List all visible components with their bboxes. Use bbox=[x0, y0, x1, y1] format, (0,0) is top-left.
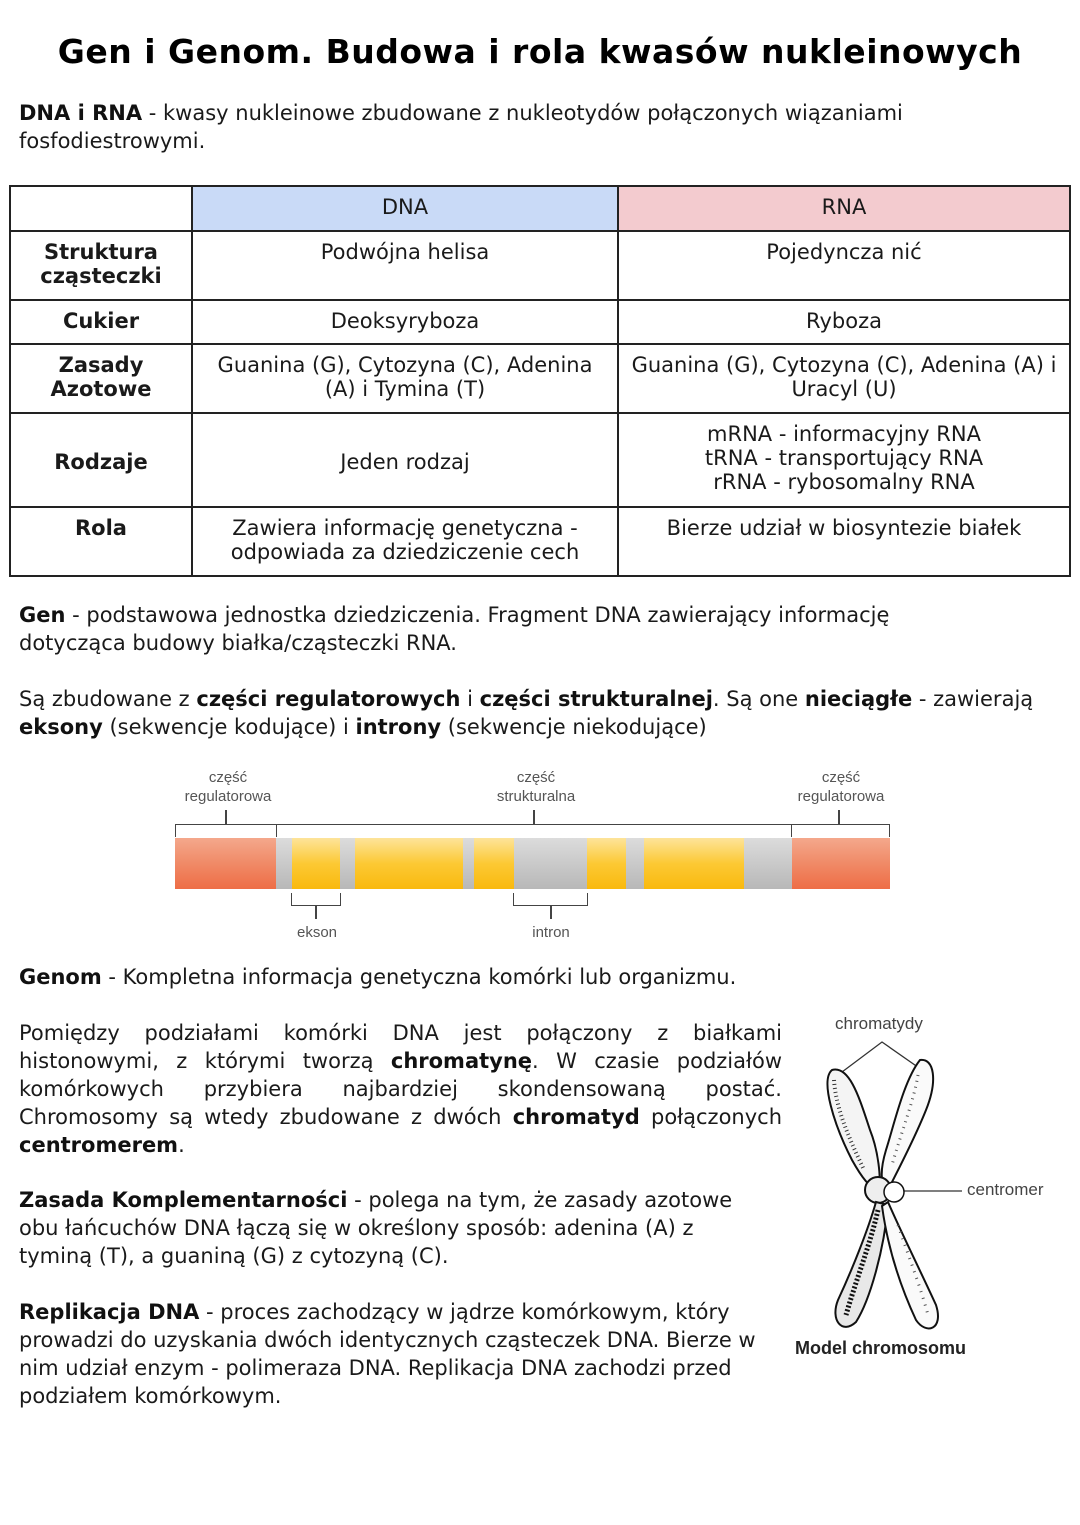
replication-paragraph bbox=[19, 1298, 784, 1410]
label-line: część bbox=[821, 769, 861, 786]
rna-type-trna: tRNA - transportujący RNA bbox=[704, 446, 984, 470]
chromosome-caption: Model chromosomu bbox=[795, 1338, 967, 1358]
label-exon: ekson bbox=[296, 924, 338, 941]
gene-text: - podstawowa jednostka dziedziczenia. Fragment DNA zawierający informację dotycząca budowy białka/cząsteczki RNA. bbox=[19, 603, 890, 655]
segment-exon bbox=[292, 838, 340, 889]
text: . bbox=[178, 1133, 185, 1157]
bracket-tick bbox=[315, 905, 317, 919]
bracket-tick bbox=[533, 810, 535, 824]
header-dna: DNA bbox=[192, 186, 618, 231]
gene-structure-paragraph bbox=[19, 685, 1049, 741]
text: - zawierają bbox=[912, 687, 1034, 711]
text: . Są one bbox=[712, 687, 805, 711]
label-regulatory-right bbox=[781, 768, 901, 806]
bold-centromere: centromerem bbox=[19, 1133, 179, 1157]
row-label-sugar: Cukier bbox=[10, 300, 192, 344]
genome-text: - Kompletna informacja genetyczna komórki lub organizmu. bbox=[101, 965, 737, 989]
header-rna: RNA bbox=[618, 186, 1070, 231]
text: (sekwencje niekodujące) bbox=[441, 715, 707, 739]
segment-exon bbox=[587, 838, 626, 889]
label-regulatory-left bbox=[168, 768, 288, 806]
row-label-bases: Zasady Azotowe bbox=[10, 344, 192, 413]
replication-term: Replikacja DNA bbox=[19, 1300, 200, 1324]
segment-exon bbox=[474, 838, 514, 889]
row-label-role: Rola bbox=[10, 507, 192, 576]
label-line: regulatorowa bbox=[797, 788, 885, 805]
page-title: Gen i Genom. Budowa i rola kwasów nukleinowych bbox=[57, 32, 1023, 71]
bold-chromatids: chromatyd bbox=[512, 1105, 640, 1129]
cell-rna-role: Bierze udział w biosyntezie białek bbox=[618, 507, 1070, 576]
label-line: strukturalna bbox=[496, 788, 576, 805]
bold-regulatory: części regulatorowych bbox=[196, 687, 461, 711]
table-row bbox=[10, 413, 1070, 507]
genome-definition bbox=[19, 963, 819, 991]
bold-introns: introny bbox=[355, 715, 442, 739]
label-line: część bbox=[516, 769, 556, 786]
complementarity-paragraph bbox=[19, 1186, 759, 1270]
table-row bbox=[10, 300, 1070, 344]
segment-regulatory-left bbox=[175, 838, 276, 889]
rna-type-mrna: mRNA - informacyjny RNA bbox=[707, 422, 981, 446]
cell-dna-bases: Guanina (G), Cytozyna (C), Adenina (A) i Tymina (T) bbox=[192, 344, 618, 413]
chromosome-icon bbox=[790, 1030, 970, 1340]
row-label-types: Rodzaje bbox=[10, 413, 192, 507]
intro-term: DNA i RNA bbox=[19, 101, 143, 125]
bracket-tick bbox=[225, 810, 227, 824]
label-chromatids: chromatydy bbox=[835, 1014, 923, 1033]
cell-dna-types: Jeden rodzaj bbox=[192, 413, 618, 507]
gene-definition bbox=[19, 601, 959, 657]
table-row bbox=[10, 507, 1070, 576]
intro-paragraph bbox=[19, 99, 959, 155]
cell-dna-role: Zawiera informację genetyczna - odpowiada za dziedziczenie cech bbox=[192, 507, 618, 576]
bracket-regulatory-right bbox=[791, 824, 890, 837]
label-line: regulatorowa bbox=[184, 788, 272, 805]
bold-chromatin: chromatynę bbox=[390, 1049, 533, 1073]
bracket-structural bbox=[276, 824, 792, 837]
intro-text: - kwasy nukleinowe zbudowane z nukleotydów połączonych wiązaniami fosfodiestrowymi. bbox=[19, 101, 903, 153]
table-header-row bbox=[10, 186, 1070, 231]
text: Pomiędzy podziałami komórki DNA jest połączony z białkami histonowymi, z którymi tworzą bbox=[19, 1021, 782, 1073]
genome-term: Genom bbox=[19, 965, 102, 989]
text: Są zbudowane z bbox=[19, 687, 197, 711]
segment-regulatory-right bbox=[792, 838, 890, 889]
segment-exon bbox=[644, 838, 744, 889]
segment-intron bbox=[744, 838, 792, 889]
text: i bbox=[460, 687, 480, 711]
text: połączonych bbox=[639, 1105, 783, 1129]
bold-exons: eksony bbox=[19, 715, 103, 739]
text: (sekwencje kodujące) i bbox=[102, 715, 356, 739]
chromatin-paragraph bbox=[19, 1019, 782, 1159]
bold-discontinuous: nieciągłe bbox=[804, 687, 913, 711]
segment-intron bbox=[514, 838, 587, 889]
cell-rna-bases: Guanina (G), Cytozyna (C), Adenina (A) i Uracyl (U) bbox=[618, 344, 1070, 413]
table-corner-cell bbox=[10, 186, 192, 231]
table-row bbox=[10, 231, 1070, 300]
cell-dna-structure: Podwójna helisa bbox=[192, 231, 618, 300]
replication-text: - proces zachodzący w jądrze komórkowym, który prowadzi do uzyskania dwóch identycznych cząsteczek DNA. Bierze w nim udział enzym - polimeraza DNA. Replikacja DNA zachodzi przed podziałem komórkowym. bbox=[19, 1300, 756, 1408]
label-intron: intron bbox=[532, 924, 570, 941]
bracket-regulatory-left bbox=[175, 824, 277, 837]
cell-rna-structure: Pojedyncza nić bbox=[618, 231, 1070, 300]
rna-type-rrna: rRNA - rybosomalny RNA bbox=[713, 470, 975, 494]
table-row bbox=[10, 344, 1070, 413]
cell-dna-sugar: Deoksyryboza bbox=[192, 300, 618, 344]
bold-structural: części strukturalnej bbox=[479, 687, 713, 711]
segment-intron bbox=[340, 838, 355, 889]
segment-intron bbox=[626, 838, 644, 889]
dna-rna-comparison-table bbox=[9, 185, 1071, 577]
cell-rna-types bbox=[618, 413, 1070, 507]
row-label-structure: Struktura cząsteczki bbox=[10, 231, 192, 300]
label-line: część bbox=[208, 769, 248, 786]
bracket-tick bbox=[550, 905, 552, 919]
segment-intron bbox=[463, 838, 474, 889]
segment-exon bbox=[355, 838, 463, 889]
segment-intron bbox=[276, 838, 292, 889]
bracket-tick bbox=[838, 810, 840, 824]
gene-term: Gen bbox=[19, 603, 66, 627]
complementarity-term: Zasada Komplementarności bbox=[19, 1188, 348, 1212]
label-centromere: centromer bbox=[967, 1180, 1044, 1199]
cell-rna-sugar: Ryboza bbox=[618, 300, 1070, 344]
label-structural bbox=[476, 768, 596, 806]
text: . W czasie podziałów komórkowych przybiera najbardziej skondensowaną postać. Chromosomy są wtedy zbudowane z dwóch bbox=[19, 1049, 783, 1129]
complementarity-text: - polega na tym, że zasady azotowe obu łańcuchów DNA łączą się w określony sposób: adenina (A) z tyminą (T), a guaniną (G) z cytozyną (C). bbox=[19, 1188, 733, 1268]
